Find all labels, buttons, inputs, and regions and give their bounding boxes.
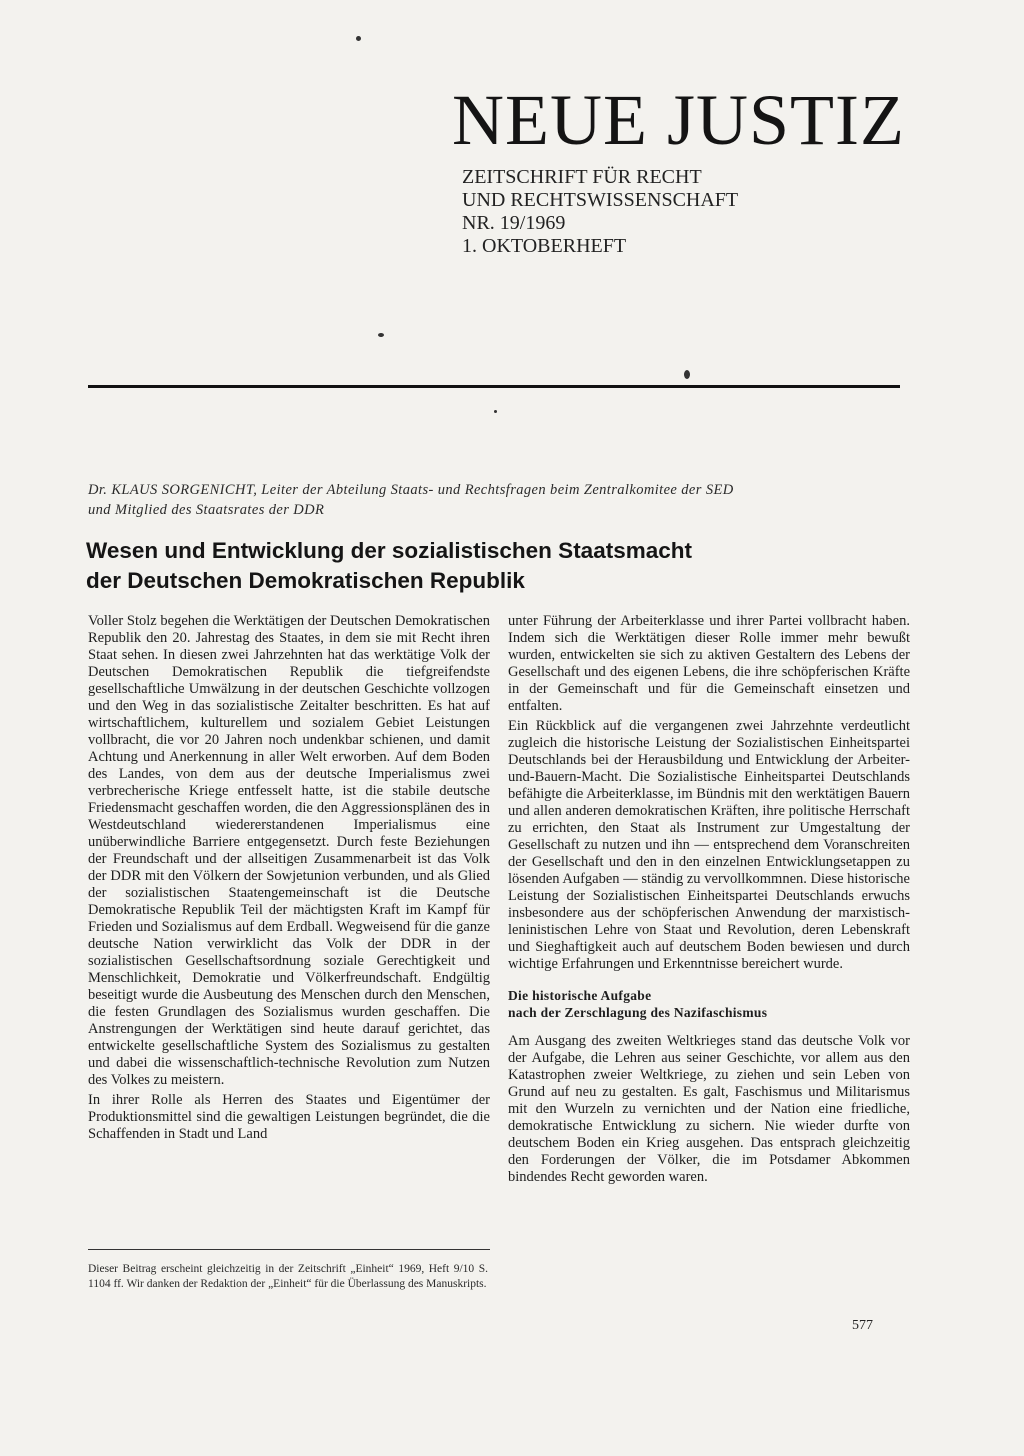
scan-speck <box>684 370 690 379</box>
masthead-divider <box>88 385 900 388</box>
article-column-right <box>508 613 910 1189</box>
body-paragraph: In ihrer Rolle als Herren des Staates und Eigentümer der Produktionsmittel sind die gewaltigen Leistungen begründet, die die Schaffenden in Stadt und Land <box>88 1092 490 1142</box>
journal-masthead-info <box>462 166 738 258</box>
issue-edition: 1. OKTOBERHEFT <box>462 235 627 257</box>
byline-line2: und Mitglied des Staatsrates der DDR <box>88 502 325 518</box>
headline-line1: Wesen und Entwicklung der sozialistischen Staatsmacht <box>86 538 692 563</box>
scan-speck <box>494 410 497 413</box>
journal-subtitle-line2: UND RECHTSWISSENSCHAFT <box>462 189 739 211</box>
scan-speck <box>378 333 384 337</box>
footnote: Dieser Beitrag erscheint gleichzeitig in der Zeitschrift „Einheit“ 1969, Heft 9/10 S. 1104 ff. Wir danken der Redaktion der „Einheit“ für die Überlassung des Manuskripts. <box>88 1263 488 1290</box>
scan-speck <box>356 36 361 41</box>
article-column-left <box>88 613 490 1146</box>
body-paragraph: Voller Stolz begehen die Werktätigen der Deutschen Demokratischen Republik den 20. Jahrestag des Staates, in dem sie mit Recht ihren Staat sehen. In diesen zwei Jahrzehnten hat das werktätige Volk der Deutschen Demokratischen Republik die tiefgreifendste gesellschaftliche Umwälzung in der deutschen Geschichte vollzogen und den Weg in das sozialistische Zeitalter beschritten. Es hat auf wirtschaftlichem, kulturellem und sozialem Gebiet Leistungen vollbracht, die vor 20 Jahren noch undenkbar schienen, und damit Achtung und Anerkennung in aller Welt erworben. Auf dem Boden des Landes, von dem aus der deutsche Imperialismus zwei verbrecherische Kriege entfesselt hatte, ist die stabile deutsche Friedensmacht geschaffen worden, die den Aggressionsplänen des in Westdeutschland wiedererstandenen Imperialismus eine unüberwindliche Barriere entgegensetzt. Durch feste Beziehungen der Freundschaft und der allseitigen Zusammenarbeit ist das Volk der DDR mit den Völkern der Sowjetunion verbunden, und als Glied der sozialistischen Staatengemeinschaft ist die Deutsche Demokratische Republik Teil der mächtigsten Kraft im Kampf für Frieden und Sozialismus auf dem Erdball. Wegweisend für die ganze deutsche Nation verwirklicht das Volk der DDR in der sozialistischen Gesellschaftsordnung soziale Gerechtigkeit und Menschlichkeit, Demokratie und Völkerfreundschaft. Endgültig beseitigt wurde die Ausbeutung des Menschen durch den Menschen, die festen Grundlagen des Sozialismus wurden geschaffen. Die Anstrengungen der Werktätigen sind heute darauf gerichtet, das entwickelte gesellschaftliche System des Sozialismus zu gestalten und dabei die wissenschaftlich-technische Revolution zum Nutzen des Volkes zu meistern. <box>88 613 490 1088</box>
section-heading-line2: nach der Zerschlagung des Nazifaschismus <box>508 1005 768 1020</box>
article-headline <box>86 536 726 596</box>
page-number: 577 <box>852 1318 873 1333</box>
byline-line1: Dr. KLAUS SORGENICHT, Leiter der Abteilung Staats- und Rechtsfragen beim Zentralkomitee der SED <box>88 482 734 498</box>
body-paragraph: Ein Rückblick auf die vergangenen zwei Jahrzehnte verdeutlicht zugleich die historische Leistung der Sozialistischen Einheitspartei Deutschlands bei der Herausbildung und Entwicklung der Arbeiter-und-Bauern-Macht. Die Sozialistische Einheitspartei Deutschlands befähigte die Arbeiterklasse, im Bündnis mit den werktätigen Bauern und allen anderen demokratischen Kräften, ihre politische Herrschaft zu errichten, den Staat als Instrument zur Umgestaltung der Gesellschaft zu nutzen und ihn — entsprechend dem Voranschreiten der Gesellschaft und den in den einzelnen Entwicklungsetappen zu lösenden Aufgaben — ständig zu vervollkommnen. Diese historische Leistung der Sozialistischen Einheitspartei Deutschlands erwuchs insbesondere aus der schöpferischen Anwendung der marxistisch-leninistischen Lehre von Staat und Revolution, deren Lebenskraft und Sieghaftigkeit auch auf deutschem Boden bewiesen und durch wichtige Erfahrungen und Erkenntnisse bereichert wurde. <box>508 718 910 972</box>
section-heading <box>508 987 910 1021</box>
section-heading-line1: Die historische Aufgabe <box>508 988 652 1003</box>
body-paragraph: unter Führung der Arbeiterklasse und ihrer Partei vollbracht haben. Indem sich die Werktätigen dieser Rolle immer mehr bewußt wurden, entwickelten sie sich zu aktiven Gestaltern des Lebens der Gesellschaft und des eigenen Lebens, die ihre schöpferischen Kräfte in der Gemeinschaft und für die Gemeinschaft einsetzen und entfalten. <box>508 613 910 714</box>
footnote-divider <box>88 1249 490 1250</box>
journal-subtitle-line1: ZEITSCHRIFT FÜR RECHT <box>462 166 702 188</box>
body-paragraph: Am Ausgang des zweiten Weltkrieges stand das deutsche Volk vor der Aufgabe, die Lehren aus seiner Geschichte, vor allem aus den Katastrophen zweier Weltkriege, zu ziehen und sein Leben von Grund auf neu zu gestalten. Es galt, Faschismus und Militarismus mit den Wurzeln zu vernichten und der Nation eine friedliche, demokratische Entwicklung zu sichern. Nie wieder durfte von deutschem Boden ein Krieg ausgehen. Das entsprach gleichzeitig den Forderungen der Völker, die im Potsdamer Abkommen bindendes Recht geworden waren. <box>508 1033 910 1185</box>
author-byline <box>88 480 908 520</box>
headline-line2: der Deutschen Demokratischen Republik <box>86 568 525 593</box>
journal-title: NEUE JUSTIZ <box>452 80 905 160</box>
issue-number: NR. 19/1969 <box>462 212 566 234</box>
